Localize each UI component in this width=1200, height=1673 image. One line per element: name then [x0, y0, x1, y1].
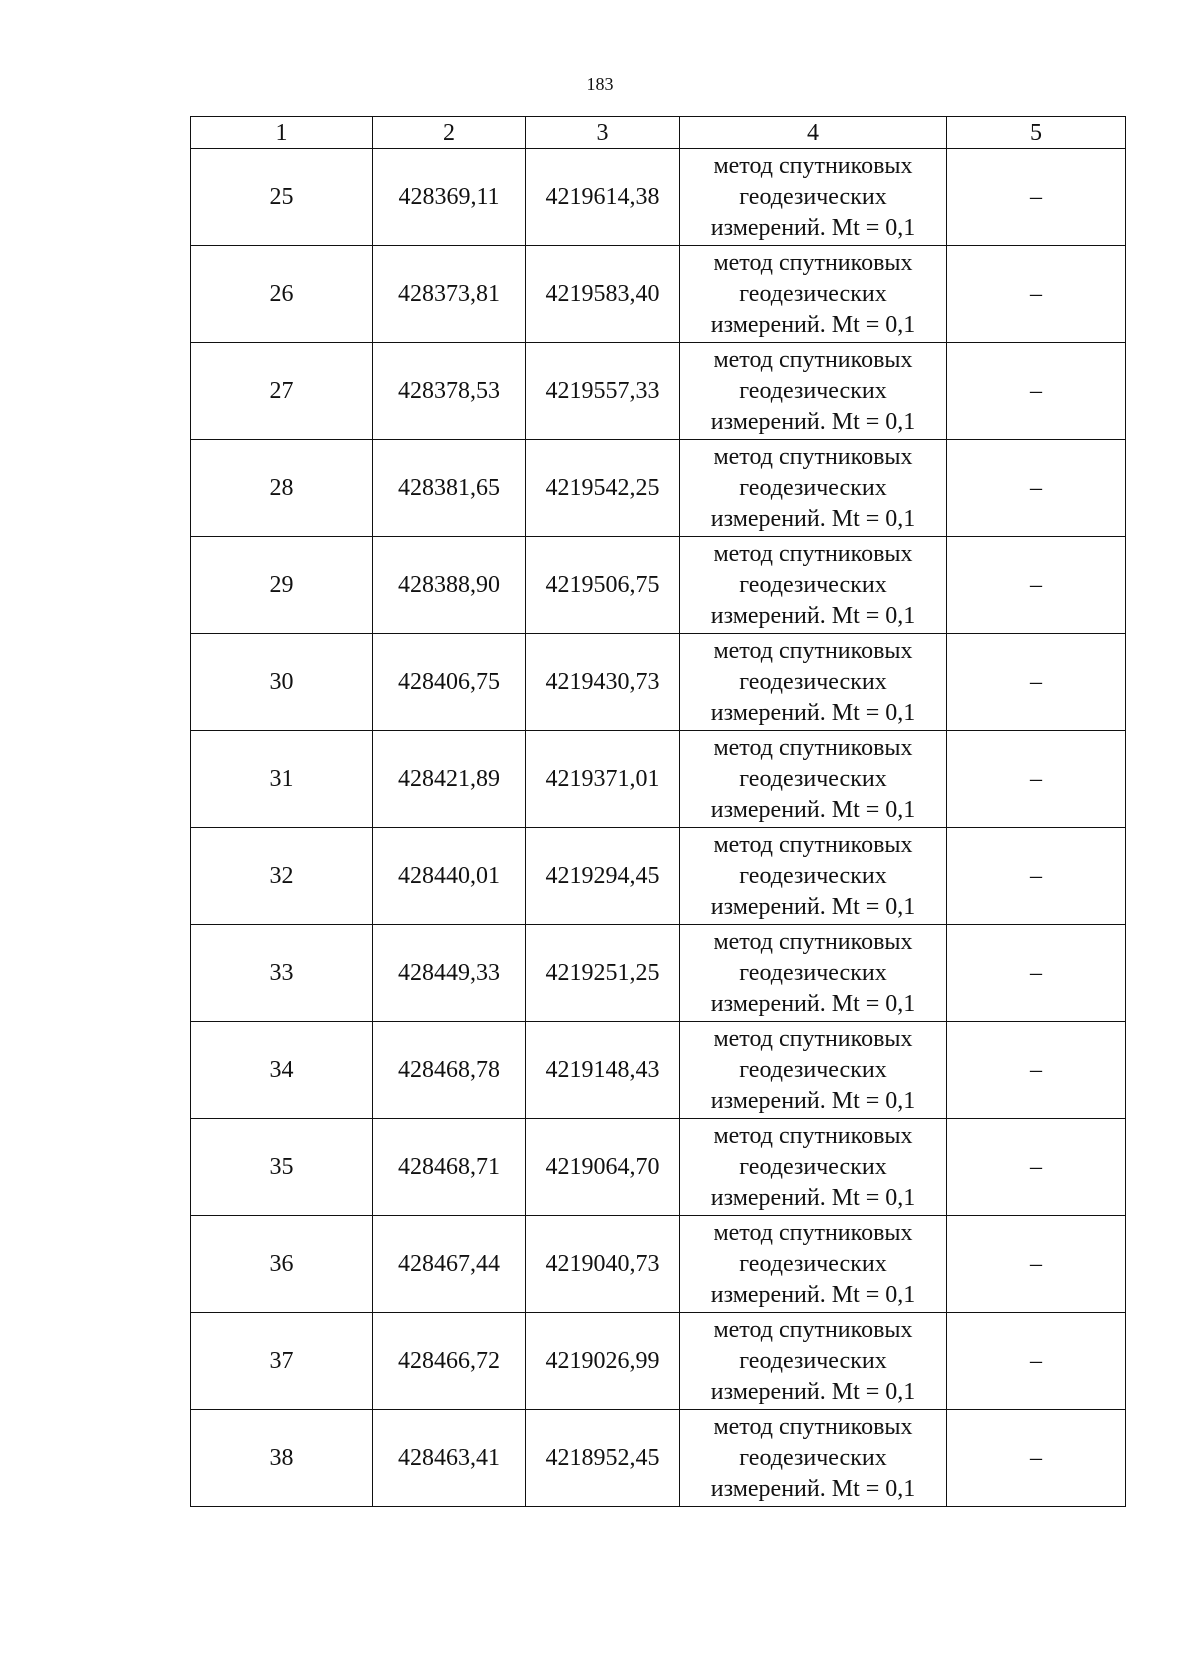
- table-row: [191, 440, 1126, 537]
- method-line: измерений. Mt = 0,1: [710, 893, 916, 920]
- y-coordinate-cell: 4219148,43: [526, 1022, 680, 1119]
- y-coordinate-cell: 4219614,38: [526, 149, 680, 246]
- note-cell: –: [947, 149, 1126, 246]
- method-line: метод спутниковых: [713, 249, 913, 276]
- method-line: геодезических: [739, 1056, 887, 1083]
- method-line: геодезических: [739, 959, 887, 986]
- method-cell: [680, 440, 947, 537]
- method-line: метод спутниковых: [713, 1122, 913, 1149]
- table-row: [191, 828, 1126, 925]
- point-number-cell: 38: [191, 1410, 373, 1507]
- point-number-cell: 28: [191, 440, 373, 537]
- method-line: метод спутниковых: [713, 928, 913, 955]
- method-line: метод спутниковых: [713, 1316, 913, 1343]
- table-row: [191, 1119, 1126, 1216]
- method-line: метод спутниковых: [713, 637, 913, 664]
- method-line: геодезических: [739, 377, 887, 404]
- method-line: измерений. Mt = 0,1: [710, 505, 916, 532]
- point-number-cell: 26: [191, 246, 373, 343]
- method-line: метод спутниковых: [713, 831, 913, 858]
- method-cell: [680, 1022, 947, 1119]
- table-header-row: [191, 117, 1126, 149]
- note-cell: –: [947, 537, 1126, 634]
- table-row: [191, 925, 1126, 1022]
- method-line: метод спутниковых: [713, 152, 913, 179]
- y-coordinate-cell: 4219557,33: [526, 343, 680, 440]
- y-coordinate-cell: 4219064,70: [526, 1119, 680, 1216]
- method-line: геодезических: [739, 862, 887, 889]
- method-line: измерений. Mt = 0,1: [710, 1281, 916, 1308]
- table-row: [191, 149, 1126, 246]
- note-cell: –: [947, 731, 1126, 828]
- table-row: [191, 1216, 1126, 1313]
- x-coordinate-cell: 428449,33: [373, 925, 526, 1022]
- method-line: измерений. Mt = 0,1: [710, 990, 916, 1017]
- y-coordinate-cell: 4219026,99: [526, 1313, 680, 1410]
- method-cell: [680, 731, 947, 828]
- method-line: измерений. Mt = 0,1: [710, 408, 916, 435]
- method-line: геодезических: [739, 571, 887, 598]
- column-header-2: 2: [373, 117, 526, 149]
- note-cell: –: [947, 246, 1126, 343]
- point-number-cell: 29: [191, 537, 373, 634]
- x-coordinate-cell: 428381,65: [373, 440, 526, 537]
- method-line: измерений. Mt = 0,1: [710, 1087, 916, 1114]
- method-line: метод спутниковых: [713, 734, 913, 761]
- table-row: [191, 343, 1126, 440]
- table-row: [191, 1022, 1126, 1119]
- note-cell: –: [947, 343, 1126, 440]
- method-cell: [680, 634, 947, 731]
- method-line: метод спутниковых: [713, 540, 913, 567]
- y-coordinate-cell: 4219294,45: [526, 828, 680, 925]
- method-line: измерений. Mt = 0,1: [710, 1475, 916, 1502]
- y-coordinate-cell: 4219506,75: [526, 537, 680, 634]
- x-coordinate-cell: 428388,90: [373, 537, 526, 634]
- point-number-cell: 34: [191, 1022, 373, 1119]
- note-cell: –: [947, 440, 1126, 537]
- table-row: [191, 731, 1126, 828]
- x-coordinate-cell: 428466,72: [373, 1313, 526, 1410]
- method-line: метод спутниковых: [713, 1219, 913, 1246]
- method-line: геодезических: [739, 1153, 887, 1180]
- table-row: [191, 537, 1126, 634]
- point-number-cell: 33: [191, 925, 373, 1022]
- method-line: геодезических: [739, 1347, 887, 1374]
- column-header-5: 5: [947, 117, 1126, 149]
- x-coordinate-cell: 428468,78: [373, 1022, 526, 1119]
- note-cell: –: [947, 925, 1126, 1022]
- method-line: измерений. Mt = 0,1: [710, 602, 916, 629]
- method-line: метод спутниковых: [713, 1025, 913, 1052]
- method-cell: [680, 343, 947, 440]
- point-number-cell: 30: [191, 634, 373, 731]
- note-cell: –: [947, 1119, 1126, 1216]
- method-cell: [680, 1216, 947, 1313]
- note-cell: –: [947, 1216, 1126, 1313]
- method-cell: [680, 246, 947, 343]
- method-cell: [680, 828, 947, 925]
- column-header-4: 4: [680, 117, 947, 149]
- method-cell: [680, 1313, 947, 1410]
- coordinates-table: [190, 116, 1126, 1507]
- table-body: [191, 149, 1126, 1507]
- method-line: геодезических: [739, 280, 887, 307]
- column-header-1: 1: [191, 117, 373, 149]
- x-coordinate-cell: 428440,01: [373, 828, 526, 925]
- point-number-cell: 32: [191, 828, 373, 925]
- note-cell: –: [947, 1410, 1126, 1507]
- point-number-cell: 36: [191, 1216, 373, 1313]
- method-line: метод спутниковых: [713, 443, 913, 470]
- method-line: измерений. Mt = 0,1: [710, 699, 916, 726]
- method-line: геодезических: [739, 1444, 887, 1471]
- x-coordinate-cell: 428467,44: [373, 1216, 526, 1313]
- method-cell: [680, 1119, 947, 1216]
- table-row: [191, 246, 1126, 343]
- y-coordinate-cell: 4218952,45: [526, 1410, 680, 1507]
- x-coordinate-cell: 428406,75: [373, 634, 526, 731]
- point-number-cell: 37: [191, 1313, 373, 1410]
- method-line: измерений. Mt = 0,1: [710, 214, 916, 241]
- method-line: геодезических: [739, 1250, 887, 1277]
- method-line: метод спутниковых: [713, 1413, 913, 1440]
- method-line: метод спутниковых: [713, 346, 913, 373]
- x-coordinate-cell: 428369,11: [373, 149, 526, 246]
- x-coordinate-cell: 428421,89: [373, 731, 526, 828]
- method-line: измерений. Mt = 0,1: [710, 1184, 916, 1211]
- page-number: 183: [586, 74, 614, 94]
- method-cell: [680, 537, 947, 634]
- table-row: [191, 1313, 1126, 1410]
- column-header-3: 3: [526, 117, 680, 149]
- method-line: геодезических: [739, 183, 887, 210]
- method-cell: [680, 1410, 947, 1507]
- point-number-cell: 27: [191, 343, 373, 440]
- method-cell: [680, 925, 947, 1022]
- x-coordinate-cell: 428463,41: [373, 1410, 526, 1507]
- note-cell: –: [947, 1313, 1126, 1410]
- y-coordinate-cell: 4219430,73: [526, 634, 680, 731]
- method-line: измерений. Mt = 0,1: [710, 311, 916, 338]
- point-number-cell: 31: [191, 731, 373, 828]
- method-line: геодезических: [739, 474, 887, 501]
- note-cell: –: [947, 634, 1126, 731]
- y-coordinate-cell: 4219542,25: [526, 440, 680, 537]
- point-number-cell: 35: [191, 1119, 373, 1216]
- method-line: измерений. Mt = 0,1: [710, 796, 916, 823]
- method-line: геодезических: [739, 668, 887, 695]
- y-coordinate-cell: 4219040,73: [526, 1216, 680, 1313]
- point-number-cell: 25: [191, 149, 373, 246]
- y-coordinate-cell: 4219251,25: [526, 925, 680, 1022]
- y-coordinate-cell: 4219371,01: [526, 731, 680, 828]
- method-line: геодезических: [739, 765, 887, 792]
- table-row: [191, 634, 1126, 731]
- note-cell: –: [947, 828, 1126, 925]
- method-cell: [680, 149, 947, 246]
- x-coordinate-cell: 428378,53: [373, 343, 526, 440]
- x-coordinate-cell: 428468,71: [373, 1119, 526, 1216]
- table-row: [191, 1410, 1126, 1507]
- note-cell: –: [947, 1022, 1126, 1119]
- method-line: измерений. Mt = 0,1: [710, 1378, 916, 1405]
- y-coordinate-cell: 4219583,40: [526, 246, 680, 343]
- x-coordinate-cell: 428373,81: [373, 246, 526, 343]
